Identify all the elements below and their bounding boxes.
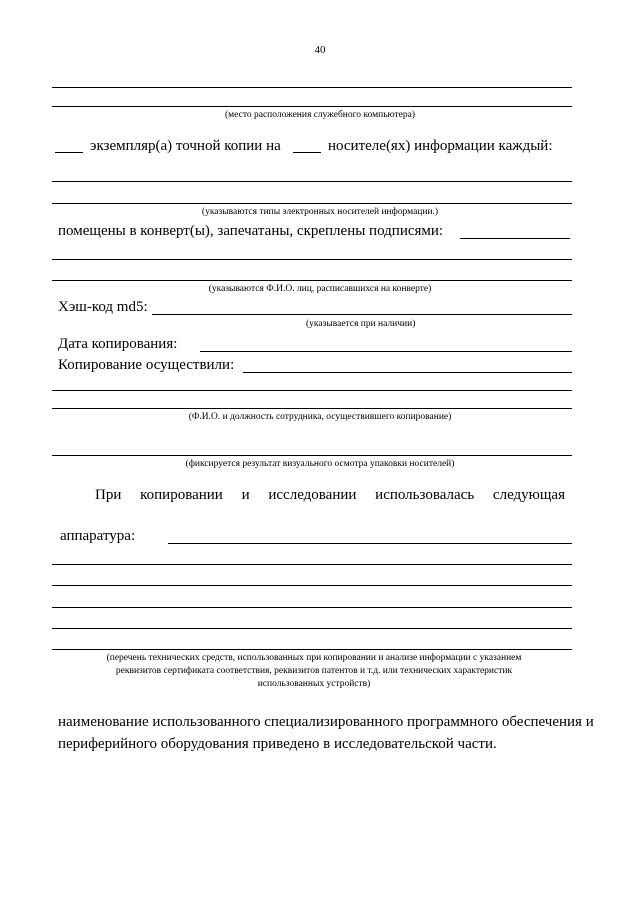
location-caption: (место расположения служебного компьютера) [225,110,415,120]
equipment-word: использовалась [375,487,475,503]
equipment-line-5 [52,649,572,650]
media-count-blank [293,152,321,153]
final-line-2: периферийного оборудования приведено в исследовательской части. [58,736,497,752]
equipment-line-1 [52,564,572,565]
signers-caption: (указываются Ф.И.О. лиц, расписавшихся на конверте) [208,284,432,294]
envelope-text: помещены в конверт(ы), запечатаны, скреплены подписями: [58,223,444,239]
equipment-sentence [95,486,565,504]
date-line [200,351,572,352]
equipment-line-4 [52,628,572,629]
equipment-word: копировании [140,487,223,503]
media-types-line-2 [52,203,572,204]
copies-text-1: экземпляр(а) точной копии на [90,138,281,154]
copies-count-blank [55,152,83,153]
employee-caption: (Ф.И.О. и должность сотрудника, осуществившего копирование) [188,412,452,422]
employee-line-2 [52,408,572,409]
hash-caption: (указывается при наличии) [306,319,416,329]
equipment-word: исследовании [268,487,357,503]
signers-line-1 [52,259,572,260]
equipment-word: При [95,487,122,503]
location-line-2 [52,106,572,107]
hash-line [152,314,572,315]
equipment-label: аппаратура: [60,528,136,544]
media-types-line-1 [52,181,572,182]
hash-label: Хэш-код md5: [58,299,148,315]
inspection-line [52,455,572,456]
equipment-line-2 [52,585,572,586]
equipment-line-3 [52,607,572,608]
location-line-1 [52,87,572,88]
date-label: Дата копирования: [58,336,178,352]
media-types-caption: (указываются типы электронных носителей информации.) [201,207,439,217]
signers-line-2 [52,280,572,281]
page-number: 40 [314,44,326,56]
tech-caption-line: реквизитов сертификата соответствия, реквизитов патентов и т.д. или технических характеристик [115,666,513,676]
equipment-word: следующая [492,487,565,503]
equipment-line-0 [168,543,572,544]
inspection-caption: (фиксируется результат визуального осмотра упаковки носителей) [185,459,455,469]
performed-label: Копирование осуществили: [58,357,235,373]
final-line-1: наименование использованного специализированного программного обеспечения и [58,714,594,730]
tech-caption-line: использованных устройств) [257,679,371,689]
performed-line [243,372,572,373]
tech-caption-line: (перечень технических средств, использованных при копировании и анализе информации с указанием [106,653,522,663]
employee-line-1 [52,390,572,391]
copies-text-2: носителе(ях) информации каждый: [328,138,553,154]
tech-caption [64,652,564,691]
envelope-blank [460,238,570,239]
equipment-word: и [241,487,250,503]
